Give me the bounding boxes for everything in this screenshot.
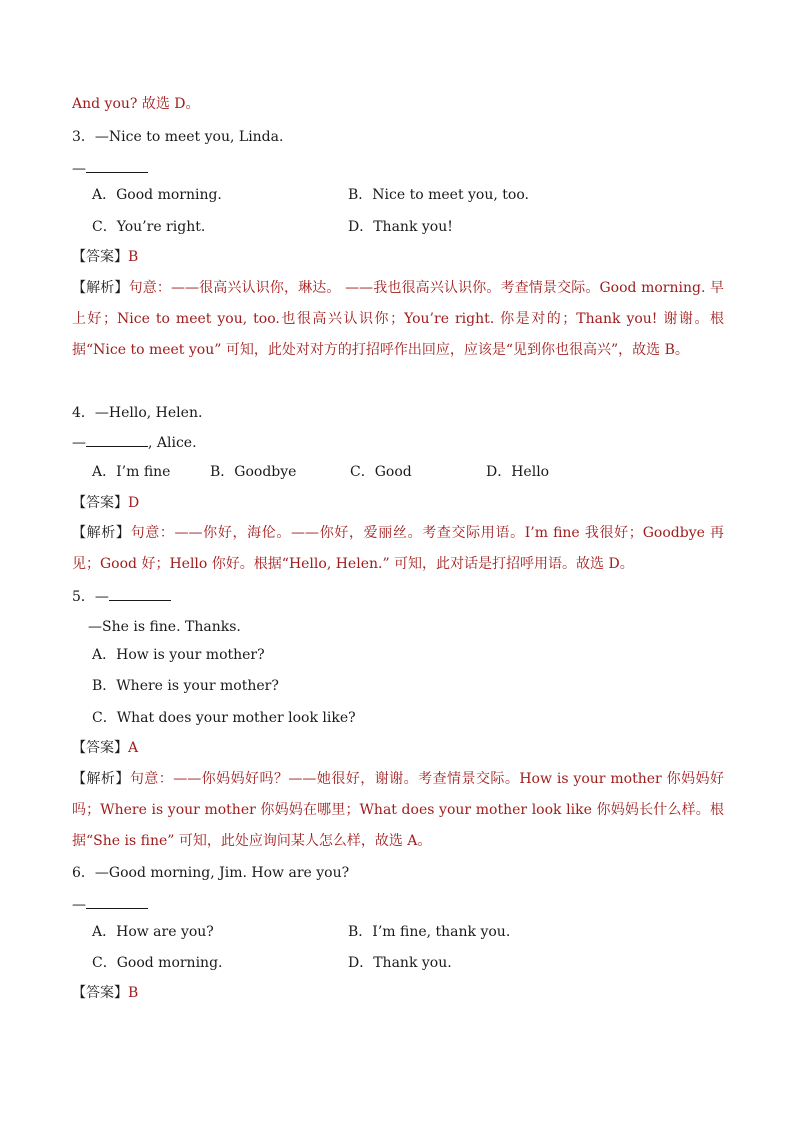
q5-stem-prefix: 5．— bbox=[72, 589, 109, 605]
q4-stem: 4．—Hello, Helen. bbox=[72, 405, 203, 421]
q4-answer bbox=[72, 493, 139, 513]
q3-analysis bbox=[72, 273, 724, 366]
q3-option-b: B．Nice to meet you, too. bbox=[348, 187, 529, 203]
q6-option-d: D．Thank you. bbox=[348, 955, 452, 971]
q3-option-d: D．Thank you! bbox=[348, 219, 453, 235]
q4-after-blank: , Alice. bbox=[148, 435, 197, 451]
q3-stem: 3．—Nice to meet you, Linda. bbox=[72, 129, 284, 145]
q5-analysis bbox=[72, 764, 724, 857]
q6-answer-value: B bbox=[128, 985, 139, 1001]
q4-analysis-label: 【解析】 bbox=[72, 525, 131, 541]
q3-analysis-label: 【解析】 bbox=[72, 280, 129, 296]
previous-analysis-tail: And you? 故选 D。 bbox=[72, 96, 200, 112]
q3-answer-value: B bbox=[128, 249, 139, 265]
q4-option-d: D．Hello bbox=[486, 464, 550, 480]
q5-option-c: C．What does your mother look like? bbox=[92, 710, 356, 726]
q3-answer bbox=[72, 247, 138, 267]
q5-reply: —She is fine. Thanks. bbox=[88, 619, 241, 635]
q4-analysis-text: 句意：——你好，海伦。——你好，爱丽丝。考查交际用语。I’m fine 我很好；Goodbye 再见；Good 好；Hello 你好。根据“Hello, Helen.” 可知，此对话是打招呼用语。故选 D。 bbox=[72, 525, 725, 572]
q5-answer bbox=[72, 738, 138, 758]
q3-blank bbox=[86, 159, 148, 173]
q4-option-b: B．Goodbye bbox=[210, 464, 297, 480]
q5-stem bbox=[72, 587, 171, 607]
q4-dash: — bbox=[72, 435, 86, 451]
q6-answer-label: 【答案】 bbox=[72, 985, 128, 1001]
q3-answer-label: 【答案】 bbox=[72, 249, 128, 265]
q4-blank bbox=[86, 433, 148, 447]
q4-option-c: C．Good bbox=[350, 464, 412, 480]
q6-answer-line bbox=[72, 895, 148, 915]
q5-analysis-label: 【解析】 bbox=[72, 771, 130, 787]
q4-answer-line bbox=[72, 433, 197, 453]
q6-blank bbox=[86, 895, 148, 909]
q6-option-b: B．I’m fine, thank you. bbox=[348, 924, 511, 940]
q4-option-a: A．I’m fine bbox=[92, 464, 171, 480]
q5-answer-value: A bbox=[128, 740, 139, 756]
q6-option-c: C．Good morning. bbox=[92, 955, 223, 971]
q3-option-a: A．Good morning. bbox=[92, 187, 222, 203]
q3-dash: — bbox=[72, 161, 86, 177]
q5-answer-label: 【答案】 bbox=[72, 740, 128, 756]
q5-option-b: B．Where is your mother? bbox=[92, 678, 279, 694]
q3-answer-line bbox=[72, 159, 148, 179]
q6-dash: — bbox=[72, 897, 86, 913]
q6-stem: 6．—Good morning, Jim. How are you? bbox=[72, 865, 350, 881]
q6-answer bbox=[72, 983, 138, 1003]
q4-analysis bbox=[72, 518, 724, 580]
q5-blank bbox=[109, 587, 171, 601]
q3-option-c: C．You’re right. bbox=[92, 219, 206, 235]
q6-option-a: A．How are you? bbox=[92, 924, 214, 940]
q3-analysis-text: 句意：——很高兴认识你，琳达。 ——我也很高兴认识你。考查情景交际。Good morning. 早上好；Nice to meet you, too.也很高兴认识你；You’re right. 你是对的；Thank you! 谢谢。根据“Nice to meet you” 可知，此处对对方的打招呼作出回应，应该是“见到你也很高兴”，故选 B。 bbox=[72, 280, 725, 358]
q5-option-a: A．How is your mother? bbox=[92, 647, 265, 663]
q5-analysis-text: 句意：——你妈妈好吗？——她很好，谢谢。考查情景交际。How is your mother 你妈妈好吗；Where is your mother 你妈妈在哪里；What does your mother look like 你妈妈长什么样。根据“She is fine” 可知，此处应询问某人怎么样，故选 A。 bbox=[72, 771, 724, 849]
q4-answer-value: D bbox=[128, 495, 140, 511]
q4-answer-label: 【答案】 bbox=[72, 495, 128, 511]
